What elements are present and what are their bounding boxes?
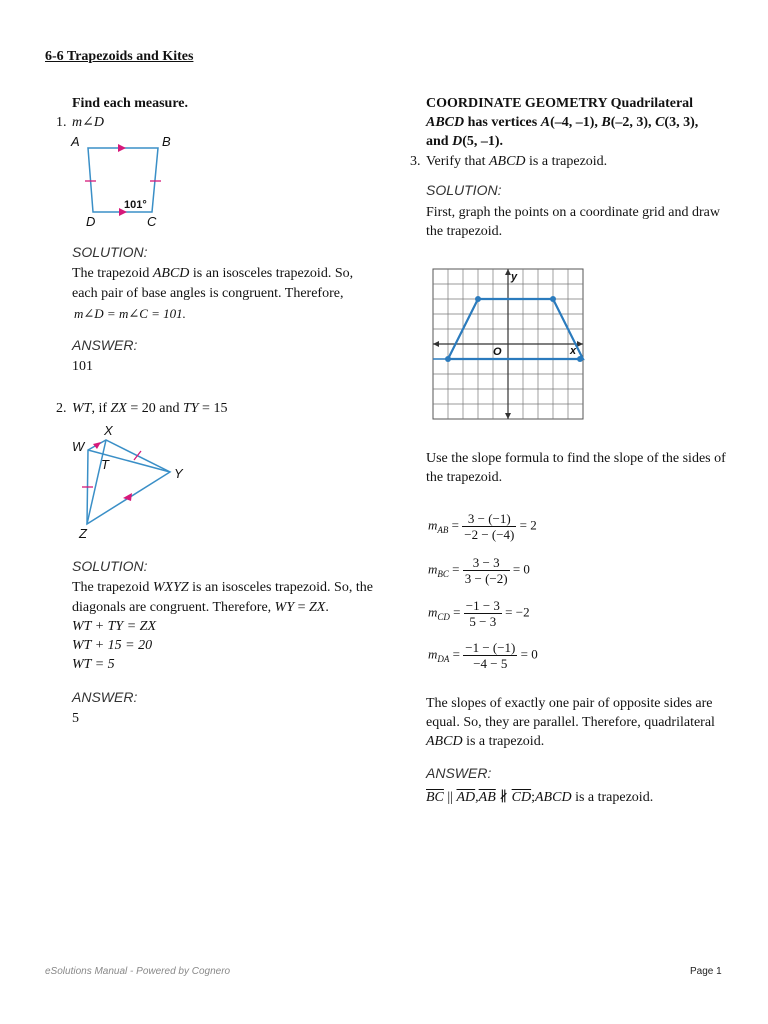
- p2-solution-line-2: [72, 598, 329, 617]
- problem-2-number: 2.: [56, 401, 67, 416]
- vertex-label-c: C: [147, 214, 157, 229]
- slope-sub-ab: AB: [437, 525, 449, 536]
- slope-ab-numerator: 3 − (−1): [462, 511, 516, 527]
- p3-answer-label: ANSWER:: [426, 765, 492, 781]
- segment-ad: $\overline{AD}$: [456, 790, 476, 805]
- problem-1-prompt: m∠D: [72, 115, 104, 130]
- p3-text: Verify that: [426, 154, 489, 169]
- p2-solution-label: SOLUTION:: [72, 558, 148, 574]
- slope-cd-denominator: 5 − 3: [469, 614, 497, 629]
- p2-var-wt: WT: [72, 401, 92, 416]
- slope-bc-result: = 0: [512, 561, 530, 577]
- slope-ab: $m_{AB}$ = $\frac{3 - (-1)}{-2 - (-4)}$ = 2: [428, 511, 537, 542]
- point-b: [475, 296, 481, 302]
- section-heading: Find each measure.: [72, 96, 189, 111]
- point-d: [577, 356, 583, 362]
- origin-label: O: [493, 346, 502, 358]
- slope-bc-numerator: 3 − 3: [463, 555, 510, 571]
- segment-bc: $\overline{BC}$: [426, 790, 444, 805]
- p2-solution-line-5: WT = 5: [72, 657, 115, 672]
- intro-text-2: has vertices: [464, 115, 541, 130]
- slope-m: m: [428, 561, 438, 577]
- p1-solution-line-1: [72, 264, 353, 283]
- p2-answer-label: ANSWER:: [72, 689, 138, 705]
- intro-coord-a: (–4, –1),: [550, 115, 602, 130]
- intro-coord-b: (–2, 3),: [610, 115, 656, 130]
- conclusion-line-2: equal. So, they are parallel. Therefore, quadrilateral: [426, 715, 715, 730]
- p2-sol-name: WXYZ: [152, 580, 189, 595]
- p1-sol-name: ABCD: [152, 266, 190, 281]
- intro-line-2: [426, 113, 698, 132]
- xy-congruence-tick: [134, 451, 141, 460]
- slope-sub-bc: BC: [437, 569, 449, 580]
- answer-semicolon: ;: [531, 790, 535, 805]
- intro-text: Quadrilateral: [607, 96, 694, 111]
- p2-solution-line-3: WT + TY = ZX: [72, 619, 156, 634]
- slope-cd-fraction: [464, 598, 502, 629]
- p1-sol-text-2: is an isosceles trapezoid. So,: [189, 266, 354, 281]
- problem-1-number: 1.: [56, 115, 67, 130]
- top-parallel-mark: [118, 144, 126, 152]
- segment-cd: $\overline{CD}$: [511, 790, 532, 805]
- p1-sol-text: The trapezoid: [72, 266, 153, 281]
- p3-solution-line-1: First, graph the points on a coordinate grid and draw: [426, 205, 720, 220]
- page-number: Page 1: [690, 966, 722, 977]
- p2-var-ty: TY: [182, 401, 199, 416]
- p1-solution-label: SOLUTION:: [72, 244, 148, 260]
- slope-cd: $m_{CD}$ = $\frac{-1 - 3}{5 - 3}$ = −2: [428, 598, 530, 629]
- problem-3-number: 3.: [410, 154, 421, 169]
- not-parallel-symbol: ∦: [495, 790, 512, 805]
- p2-sol-var-wy: WY: [274, 600, 295, 615]
- problem-2-prompt: [72, 399, 227, 418]
- p2-solution-line-1: [72, 578, 373, 597]
- slope-cd-result: = −2: [505, 604, 530, 620]
- slope-ab-fraction: [462, 511, 516, 542]
- p2-sol-text: The trapezoid: [72, 580, 153, 595]
- intro-line-3: [426, 132, 503, 151]
- vertex-label-x: X: [104, 423, 113, 438]
- footer-credit: eSolutions Manual - Powered by Cognero: [45, 966, 231, 977]
- vertex-label-y: Y: [174, 466, 183, 481]
- intro-name: ABCD: [426, 115, 465, 130]
- vertex-label-z: Z: [79, 526, 87, 541]
- vertex-label-b: B: [162, 134, 171, 149]
- problem-3-prompt: [426, 152, 607, 171]
- trapezoid-abcd-figure: [66, 132, 186, 230]
- p2-sol-eq: =: [294, 600, 310, 615]
- p2-solution-line-4: WT + 15 = 20: [72, 638, 153, 653]
- conclusion-text: is a trapezoid.: [462, 734, 545, 749]
- point-c: [550, 296, 556, 302]
- p1-answer-label: ANSWER:: [72, 337, 138, 353]
- slope-bc-fraction: [463, 555, 510, 586]
- p2-text-3: = 15: [198, 401, 228, 416]
- vertex-label-a: A: [71, 134, 80, 149]
- slope-m: m: [428, 646, 438, 662]
- p2-text: , if: [91, 401, 111, 416]
- answer-tail: is a trapezoid.: [571, 790, 654, 805]
- p3-solution-line-2: the trapezoid.: [426, 224, 503, 239]
- y-axis-label: y: [511, 271, 518, 283]
- intro-vertex-d: D: [452, 134, 463, 149]
- p2-sol-period: .: [325, 600, 329, 615]
- p2-var-zx: ZX: [110, 401, 127, 416]
- slope-intro-line-2: the trapezoid.: [426, 470, 503, 485]
- parallel-symbol: ||: [443, 790, 457, 805]
- slope-da: $m_{DA}$ = $\frac{-1 - (-1)}{-4 - 5}$ = 0: [428, 640, 538, 671]
- slope-ab-result: = 2: [519, 517, 537, 533]
- trapezoid-wxyz-figure: [66, 420, 196, 545]
- answer-comma: ,: [475, 790, 479, 805]
- conclusion-line-1: The slopes of exactly one pair of opposite sides are: [426, 696, 713, 711]
- vertex-label-w: W: [72, 439, 85, 454]
- intro-vertex-b: B: [601, 115, 611, 130]
- p3-name: ABCD: [488, 154, 526, 169]
- segment-ab: $\overline{AB}$: [478, 790, 496, 805]
- p3-text-2: is a trapezoid.: [525, 154, 608, 169]
- vertex-label-d: D: [86, 214, 96, 229]
- slope-m: m: [428, 517, 438, 533]
- wx-parallel-mark: [93, 442, 101, 449]
- intro-topic: COORDINATE GEOMETRY: [426, 96, 608, 111]
- slope-intro-line-1: Use the slope formula to find the slope of the sides of: [426, 451, 726, 466]
- x-axis-label: x: [570, 345, 577, 357]
- intro-coord-c: (3, 3),: [664, 115, 699, 130]
- intro-vertex-c: C: [655, 115, 665, 130]
- intro-vertex-a: A: [540, 115, 551, 130]
- coordinate-geometry-intro: [426, 94, 693, 113]
- p2-sol-var-zx: ZX: [309, 600, 326, 615]
- slope-da-denominator: −4 − 5: [473, 656, 508, 671]
- slope-sub-cd: CD: [437, 612, 450, 623]
- slope-bc: $m_{BC}$ = $\frac{3 - 3}{3 - (-2)}$ = 0: [428, 555, 530, 586]
- trapezoid-abcd-outline: [88, 148, 158, 212]
- slope-cd-numerator: −1 − 3: [465, 598, 500, 613]
- p3-solution-label: SOLUTION:: [426, 182, 502, 198]
- intro-text-3: and: [426, 134, 453, 149]
- page-title: 6-6 Trapezoids and Kites: [45, 49, 194, 64]
- p2-sol-text-2: is an isosceles trapezoid. So, the: [188, 580, 373, 595]
- p2-text-2: = 20 and: [126, 401, 183, 416]
- point-label-t: T: [101, 457, 109, 472]
- angle-label-c: 101°: [124, 199, 147, 211]
- p1-answer: 101: [72, 359, 93, 374]
- slope-da-numerator: −1 − (−1): [465, 640, 516, 655]
- p2-sol-text-3: diagonals are congruent. Therefore,: [72, 600, 275, 615]
- p1-solution-line-2: each pair of base angles is congruent. Therefore,: [72, 286, 344, 301]
- point-a: [445, 356, 451, 362]
- slope-m: m: [428, 604, 438, 620]
- answer-name: ABCD: [535, 790, 572, 805]
- slope-da-fraction: [463, 640, 517, 671]
- slope-da-result: = 0: [520, 646, 538, 662]
- slope-ab-denominator: −2 − (−4): [464, 527, 515, 542]
- conclusion-line-3: [426, 732, 544, 751]
- intro-coord-d: (5, –1).: [462, 134, 504, 149]
- slope-sub-da: DA: [437, 654, 450, 665]
- slope-bc-denominator: 3 − (−2): [464, 571, 508, 586]
- conclusion-name: ABCD: [426, 734, 463, 749]
- p2-answer: 5: [72, 711, 79, 726]
- coordinate-graph: [430, 266, 586, 422]
- p1-solution-line-3: m∠D = m∠C = 101.: [74, 306, 186, 321]
- p3-answer: [426, 788, 653, 807]
